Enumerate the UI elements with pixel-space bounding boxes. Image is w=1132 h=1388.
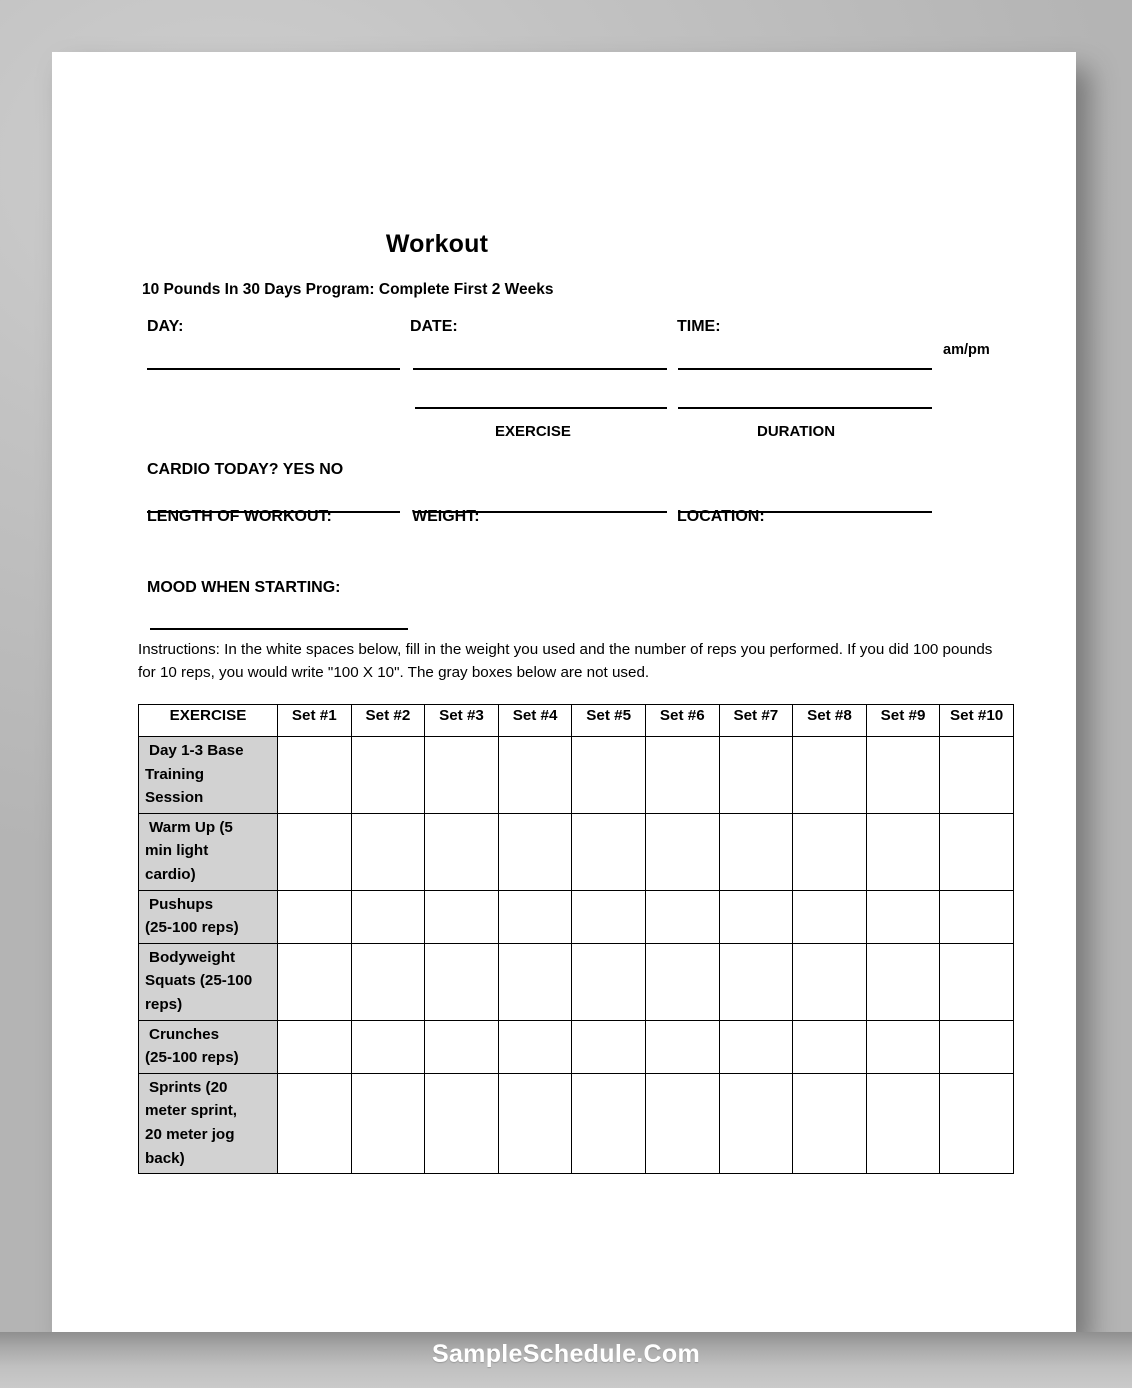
table-row [139, 813, 1014, 890]
set-entry-cell[interactable] [866, 1020, 940, 1073]
exercise-name-line: 20 meter jog [145, 1125, 235, 1143]
page-title: Workout [385, 230, 489, 258]
table-row [139, 1073, 1014, 1173]
column-header-exercise: EXERCISE [139, 705, 278, 737]
exercise-name-cell [139, 737, 278, 814]
program-subtitle: 10 Pounds In 30 Days Program: Complete First 2 Weeks [142, 281, 554, 298]
exercise-name-line: Pushups [149, 895, 214, 913]
set-entry-cell[interactable] [940, 943, 1014, 1020]
set-entry-cell[interactable] [719, 1020, 793, 1073]
table-row [139, 1020, 1014, 1073]
set-entry-cell[interactable] [866, 943, 940, 1020]
column-header-set-2: Set #2 [351, 705, 425, 737]
set-entry-cell[interactable] [572, 737, 646, 814]
instructions-text: Instructions: In the white spaces below, fill in the weight you used and the number of reps you performed. If you did 100 pounds for 10 reps, you would write "100 X 10". The gray boxes below are not used. [138, 641, 993, 681]
set-entry-cell[interactable] [793, 943, 867, 1020]
table-row [139, 737, 1014, 814]
set-entry-cell[interactable] [645, 1073, 719, 1173]
table-header-row [139, 705, 1014, 737]
set-entry-cell[interactable] [793, 813, 867, 890]
location-input-rule[interactable] [678, 511, 932, 513]
exercise-name-line: min light [145, 842, 209, 860]
mood-input-rule[interactable] [150, 628, 408, 630]
set-entry-cell[interactable] [645, 813, 719, 890]
set-entry-cell[interactable] [498, 1020, 572, 1073]
exercise-sublabel: EXERCISE [495, 423, 571, 440]
set-entry-cell[interactable] [425, 813, 499, 890]
set-entry-cell[interactable] [425, 1073, 499, 1173]
set-entry-cell[interactable] [572, 1020, 646, 1073]
set-entry-cell[interactable] [572, 813, 646, 890]
set-entry-cell[interactable] [425, 890, 499, 943]
set-entry-cell[interactable] [351, 1073, 425, 1173]
table-row [139, 943, 1014, 1020]
set-entry-cell[interactable] [351, 943, 425, 1020]
column-header-set-9: Set #9 [866, 705, 940, 737]
set-entry-cell[interactable] [719, 737, 793, 814]
set-entry-cell[interactable] [793, 1073, 867, 1173]
workout-sets-table [138, 704, 1014, 1174]
footer-watermark-text: SampleSchedule.Com [432, 1340, 700, 1368]
length-of-workout-label: LENGTH OF WORKOUT: [147, 508, 332, 525]
set-entry-cell[interactable] [866, 813, 940, 890]
weight-input-rule[interactable] [413, 511, 667, 513]
set-entry-cell[interactable] [719, 813, 793, 890]
cardio-exercise-rule[interactable] [415, 407, 667, 409]
set-entry-cell[interactable] [278, 943, 352, 1020]
exercise-name-line: Day 1-3 Base [149, 742, 244, 759]
exercise-name-line: Sprints (20 [149, 1078, 228, 1096]
set-entry-cell[interactable] [498, 890, 572, 943]
exercise-name-line: Session [145, 789, 204, 807]
set-entry-cell[interactable] [351, 890, 425, 943]
set-entry-cell[interactable] [498, 737, 572, 814]
set-entry-cell[interactable] [498, 813, 572, 890]
set-entry-cell[interactable] [940, 813, 1014, 890]
ampm-label: am/pm [943, 342, 990, 358]
time-input-rule[interactable] [678, 368, 932, 370]
column-header-set-7: Set #7 [719, 705, 793, 737]
exercise-name-line: Training [145, 765, 205, 783]
cardio-duration-rule[interactable] [678, 407, 932, 409]
location-label: LOCATION: [677, 508, 765, 525]
set-entry-cell[interactable] [572, 943, 646, 1020]
column-header-set-4: Set #4 [498, 705, 572, 737]
set-entry-cell[interactable] [793, 1020, 867, 1073]
column-header-set-8: Set #8 [793, 705, 867, 737]
column-header-set-5: Set #5 [572, 705, 646, 737]
column-header-set-10: Set #10 [940, 705, 1014, 737]
set-entry-cell[interactable] [425, 1020, 499, 1073]
exercise-name-line: back) [145, 1149, 185, 1167]
set-entry-cell[interactable] [278, 813, 352, 890]
set-entry-cell[interactable] [793, 737, 867, 814]
set-entry-cell[interactable] [278, 737, 352, 814]
set-entry-cell[interactable] [719, 943, 793, 1020]
exercise-name-line: meter sprint, [145, 1102, 237, 1120]
exercise-name-line: Squats (25-100 [145, 972, 253, 990]
set-entry-cell[interactable] [351, 813, 425, 890]
exercise-name-cell [139, 1020, 278, 1073]
date-input-rule[interactable] [413, 368, 667, 370]
day-label: DAY: [147, 318, 184, 335]
set-entry-cell[interactable] [351, 737, 425, 814]
exercise-name-cell [139, 890, 278, 943]
set-entry-cell[interactable] [645, 1020, 719, 1073]
cardio-today-label[interactable]: CARDIO TODAY? YES NO [147, 461, 344, 478]
exercise-name-cell [139, 813, 278, 890]
set-entry-cell[interactable] [351, 1020, 425, 1073]
time-label: TIME: [677, 318, 721, 335]
set-entry-cell[interactable] [940, 890, 1014, 943]
set-entry-cell[interactable] [572, 890, 646, 943]
exercise-name-line: cardio) [145, 865, 196, 883]
set-entry-cell[interactable] [278, 1073, 352, 1173]
set-entry-cell[interactable] [940, 1020, 1014, 1073]
set-entry-cell[interactable] [719, 1073, 793, 1173]
table-row [139, 890, 1014, 943]
exercise-name-line: Bodyweight [149, 948, 236, 966]
set-entry-cell[interactable] [498, 943, 572, 1020]
column-header-set-6: Set #6 [645, 705, 719, 737]
exercise-name-line: reps) [145, 995, 183, 1013]
document-page [52, 52, 1076, 1332]
exercise-name-line: (25-100 reps) [145, 919, 239, 937]
set-entry-cell[interactable] [278, 890, 352, 943]
set-entry-cell[interactable] [940, 737, 1014, 814]
column-header-set-3: Set #3 [425, 705, 499, 737]
set-entry-cell[interactable] [940, 1073, 1014, 1173]
set-entry-cell[interactable] [572, 1073, 646, 1173]
set-entry-cell[interactable] [425, 737, 499, 814]
set-entry-cell[interactable] [793, 890, 867, 943]
exercise-name-line: Warm Up (5 [149, 818, 233, 836]
day-input-rule[interactable] [147, 368, 400, 370]
duration-sublabel: DURATION [757, 423, 836, 440]
set-entry-cell[interactable] [866, 890, 940, 943]
table-body [139, 737, 1014, 1174]
exercise-name-cell [139, 943, 278, 1020]
set-entry-cell[interactable] [719, 890, 793, 943]
length-input-rule[interactable] [147, 511, 400, 513]
exercise-name-line: (25-100 reps) [145, 1049, 239, 1067]
date-label: DATE: [410, 318, 458, 335]
set-entry-cell[interactable] [278, 1020, 352, 1073]
exercise-name-line: Crunches [149, 1025, 220, 1043]
set-entry-cell[interactable] [425, 943, 499, 1020]
set-entry-cell[interactable] [866, 1073, 940, 1173]
set-entry-cell[interactable] [645, 890, 719, 943]
set-entry-cell[interactable] [498, 1073, 572, 1173]
exercise-name-cell [139, 1073, 278, 1173]
worksheet-body [52, 52, 1076, 1332]
column-header-set-1: Set #1 [278, 705, 352, 737]
set-entry-cell[interactable] [645, 737, 719, 814]
set-entry-cell[interactable] [866, 737, 940, 814]
mood-label: MOOD WHEN STARTING: [147, 579, 341, 596]
set-entry-cell[interactable] [645, 943, 719, 1020]
weight-label: WEIGHT: [412, 508, 480, 525]
